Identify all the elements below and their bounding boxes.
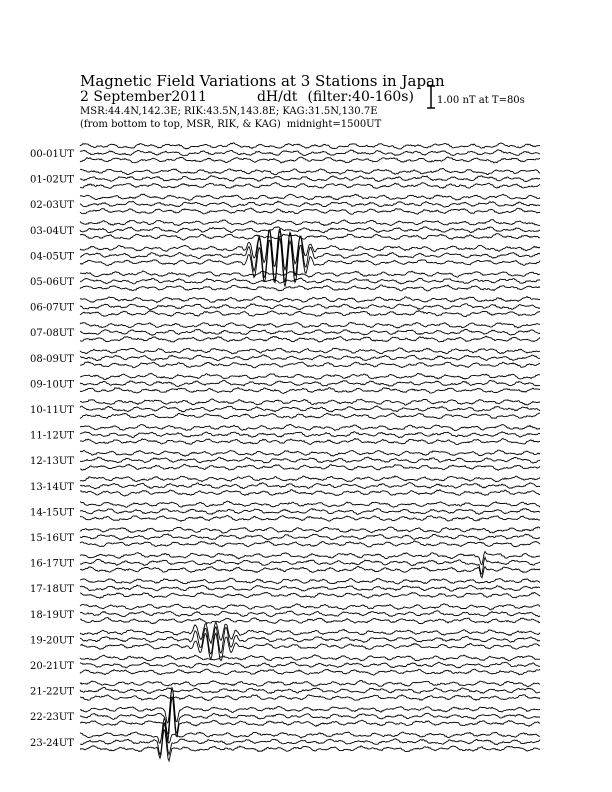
quantity-text: dH/dt xyxy=(256,89,298,105)
hour-label: 12-13UT xyxy=(30,456,74,468)
hour-label: 04-05UT xyxy=(30,251,74,263)
trace-msr xyxy=(80,439,540,445)
trace-kag xyxy=(80,271,540,277)
hour-label: 14-15UT xyxy=(30,507,74,519)
filter-text: (filter:40-160s) xyxy=(307,89,414,105)
hour-label: 00-01UT xyxy=(30,149,74,160)
hour-label: 08-09UT xyxy=(30,353,74,365)
trace-rik xyxy=(80,406,540,412)
trace-rik xyxy=(80,355,540,361)
order-note-text: (from bottom to top, MSR, RIK, & KAG) xyxy=(80,119,281,130)
trace-msr xyxy=(80,669,540,675)
trace-rik xyxy=(80,227,540,233)
scale-label: 1.00 nT at T=80s xyxy=(437,95,525,106)
trace-rik xyxy=(80,380,540,386)
trace-msr xyxy=(80,541,540,547)
trace-kag xyxy=(80,348,540,354)
trace-kag xyxy=(80,169,540,175)
trace-rik xyxy=(80,150,540,156)
trace-kag xyxy=(80,296,540,302)
date-text: 2 September2011 xyxy=(80,89,207,105)
trace-msr xyxy=(80,310,540,316)
hour-label: 02-03UT xyxy=(30,200,74,212)
hour-label: 21-22UT xyxy=(30,686,74,698)
trace-rik xyxy=(80,278,540,284)
trace-msr xyxy=(80,633,540,660)
trace-rik xyxy=(80,457,540,463)
trace-msr xyxy=(80,695,540,701)
hour-label: 17-18UT xyxy=(30,584,74,596)
trace-kag xyxy=(80,527,540,533)
trace-rik xyxy=(80,662,540,668)
hour-label: 18-19UT xyxy=(30,609,74,621)
trace-msr xyxy=(80,388,540,394)
hour-label: 22-23UT xyxy=(30,712,74,724)
trace-rik xyxy=(80,585,540,591)
trace-kag xyxy=(80,220,540,226)
trace-msr xyxy=(80,208,540,214)
trace-msr xyxy=(80,490,540,497)
midnight-note: midnight=1500UT xyxy=(286,119,382,130)
trace-rik xyxy=(80,176,540,182)
trace-rik xyxy=(80,432,540,438)
trace-kag xyxy=(80,450,540,456)
hour-label: 10-11UT xyxy=(30,405,74,416)
trace-msr xyxy=(80,336,540,342)
trace-kag xyxy=(80,399,540,405)
hour-label: 11-12UT xyxy=(30,430,74,442)
trace-msr xyxy=(80,618,540,624)
trace-msr xyxy=(80,413,540,419)
trace-kag xyxy=(80,424,540,430)
trace-kag xyxy=(80,476,540,482)
trace-msr xyxy=(80,592,540,598)
trace-kag xyxy=(80,655,540,661)
trace-rik xyxy=(80,534,540,540)
trace-rik xyxy=(80,688,540,694)
hour-label: 01-02UT xyxy=(30,174,74,186)
trace-msr xyxy=(80,464,540,470)
trace-kag xyxy=(80,501,540,507)
trace-kag xyxy=(80,604,540,610)
trace-msr xyxy=(80,157,540,163)
hour-label: 23-24UT xyxy=(30,737,74,749)
trace-kag xyxy=(80,322,540,328)
traces xyxy=(80,143,540,761)
trace-rik xyxy=(80,611,540,617)
trace-kag xyxy=(80,194,540,200)
chart-title: Magnetic Field Variations at 3 Stations in Japan xyxy=(80,72,445,90)
hour-label: 06-07UT xyxy=(30,302,74,314)
trace-msr xyxy=(80,183,540,189)
hour-label: 03-04UT xyxy=(30,225,74,237)
trace-msr xyxy=(80,516,540,522)
trace-rik xyxy=(80,201,540,207)
hour-labels xyxy=(30,149,74,749)
trace-msr xyxy=(80,234,540,240)
trace-msr xyxy=(80,566,540,578)
trace-kag xyxy=(80,681,540,687)
trace-msr xyxy=(80,285,540,291)
trace-rik xyxy=(80,687,540,734)
trace-rik xyxy=(80,483,540,489)
hour-label: 16-17UT xyxy=(30,558,74,570)
hour-label: 15-16UT xyxy=(30,533,74,544)
trace-rik xyxy=(80,329,540,335)
hour-label: 13-14UT xyxy=(30,481,74,493)
trace-kag xyxy=(80,373,540,379)
trace-rik xyxy=(80,508,540,514)
trace-rik xyxy=(80,304,540,310)
hour-label: 20-21UT xyxy=(30,661,74,672)
trace-rik xyxy=(80,627,540,654)
trace-kag xyxy=(80,578,540,584)
hour-label: 07-08UT xyxy=(30,328,74,340)
hour-label: 19-20UT xyxy=(30,635,74,647)
hour-label: 05-06UT xyxy=(30,277,74,288)
stations-info: MSR:44.4N,142.3E; RIK:43.5N,143.8E; KAG:31.5N,130.7E xyxy=(80,106,378,117)
trace-kag xyxy=(80,143,540,149)
trace-msr xyxy=(80,362,540,368)
hour-label: 09-10UT xyxy=(30,379,74,391)
